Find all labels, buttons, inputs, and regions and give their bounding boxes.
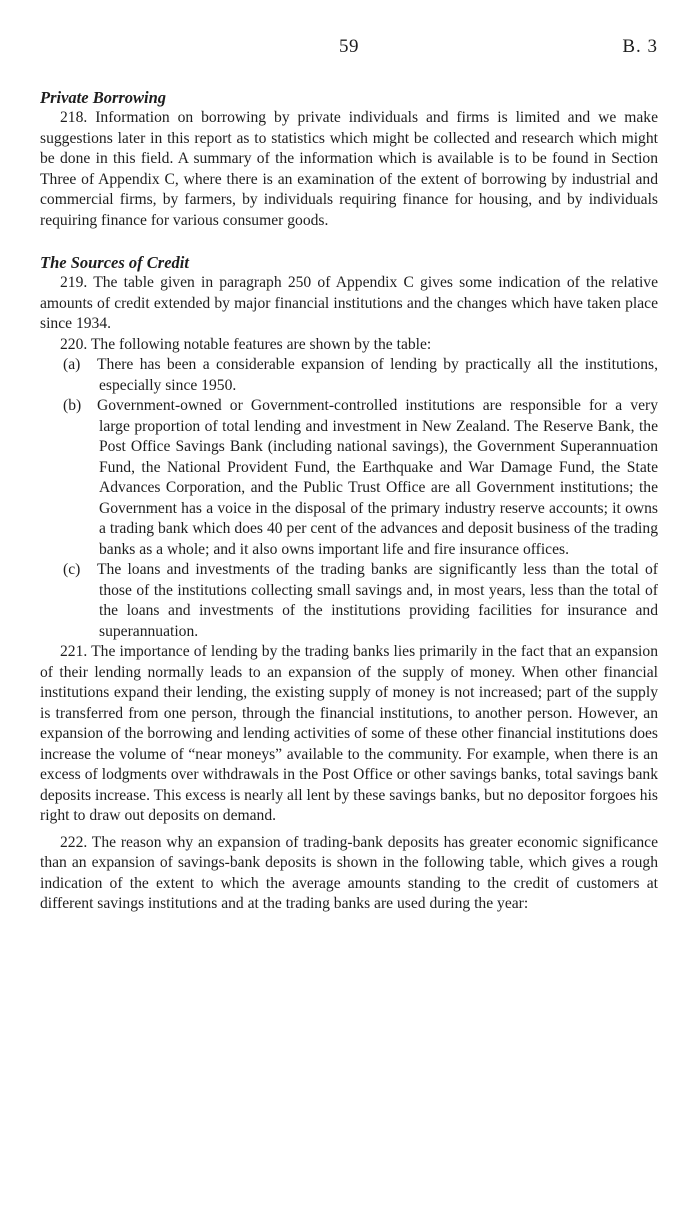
list-marker: (a) [63, 356, 81, 373]
list-item-a [40, 355, 658, 396]
page-header [40, 28, 658, 68]
section-sources-of-credit [40, 253, 658, 915]
section-heading-sources-of-credit: The Sources of Credit [40, 253, 189, 272]
list-item-text: The loans and investments of the trading banks are significantly less than the total of those of the institutions collecting small savings and, in most years, less than the total of the loans and investments of the institutions providing facilities for insurance and superannuation. [97, 561, 658, 640]
list-item-text: There has been a considerable expansion of lending by practically all the institutions, especially since 1950. [97, 356, 658, 394]
list-marker: (c) [63, 561, 81, 578]
section-heading-private-borrowing: Private Borrowing [40, 88, 167, 107]
list-item-text: Government-owned or Government-controlled institutions are responsible for a very large proportion of total lending and investment in New Zealand. The Reserve Bank, the Post Office Savings Bank (including national savings), the Government Superannuation Fund, the National Provident Fund, the Earthquake and War Damage Fund, the State Advances Corporation, and the Public Trust Office are all Government institutions; the Government has a voice in the disposal of the primary industry reserve accounts; it owns a trading bank which does 40 per cent of the advances and deposit business of the trading banks as a whole; and it also owns important life and fire insurance offices. [97, 397, 658, 558]
paragraph-219: 219. The table given in paragraph 250 of Appendix C gives some indication of the relative amounts of credit extended by major financial institutions and the changes which have taken place since 1934. [40, 274, 658, 332]
paragraph-220: 220. The following notable features are shown by the table: [60, 335, 432, 353]
section-private-borrowing [40, 88, 658, 231]
document-page [40, 28, 658, 1208]
paragraph-221: 221. The importance of lending by the trading banks lies primarily in the fact that an expansion of their lending normally leads to an expansion of the supply of money. When other financial institutions expand their lending, the existing supply of money is not increased; part of the supply is transferred from one person, through the financial institutions, to another person. However, an expansion of the borrowing and lending activities of some of these other financial institutions does increase the volume of “near moneys” available to the community. For example, when there is an excess of lodgments over withdrawals in the Post Office or other savings banks, total savings bank deposits increase. This excess is nearly all lent by these savings banks, but no depositor forgoes his right to draw out deposits on demand. [40, 643, 658, 824]
paragraph-222: 222. The reason why an expansion of trading-bank deposits has greater economic significance than an expansion of savings-bank deposits is shown in the following table, which gives a rough indication of the extent to which the average amounts standing to the credit of customers at different savings institutions and at the trading banks are used during the year: [40, 833, 658, 912]
report-code: B. 3 [622, 36, 658, 57]
features-list [40, 355, 658, 642]
page-number: 59 [339, 36, 359, 57]
list-item-c [40, 560, 658, 642]
paragraph-218: 218. Information on borrowing by private individuals and firms is limited and we make suggestions later in this report as to statistics which might be collected and research which might be done in this field. A summary of the information which is available is to be found in Section Three of Appendix C, where there is an examination of the extent of borrowing by industrial and commercial firms, by farmers, by individuals requiring finance for housing, and by individuals requiring finance for various consumer goods. [40, 109, 658, 229]
list-marker: (b) [63, 397, 82, 414]
list-item-b [40, 396, 658, 560]
